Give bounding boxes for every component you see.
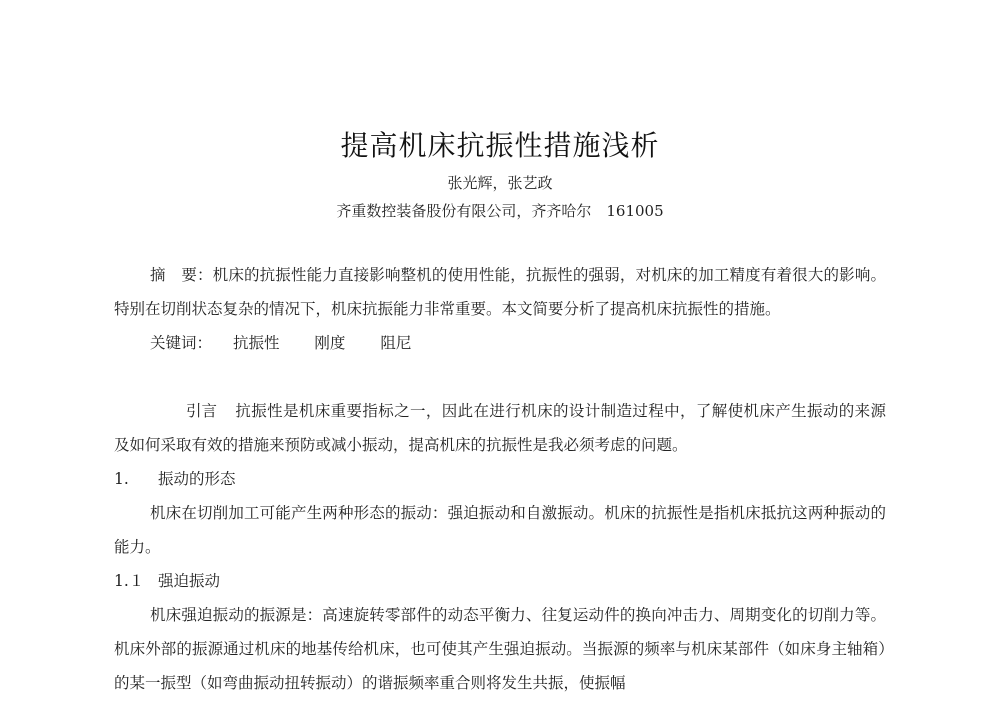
section-heading bbox=[114, 462, 886, 496]
subsection-title: 强迫振动 bbox=[158, 572, 221, 590]
intro-paragraph bbox=[114, 394, 886, 462]
paper-authors: 张光辉，张艺政 bbox=[447, 174, 553, 192]
paper-affiliation: 齐重数控装备股份有限公司，齐齐哈尔 161005 bbox=[336, 202, 664, 220]
blank-line bbox=[114, 360, 886, 394]
keywords-label: 关键词： bbox=[150, 334, 213, 352]
section-title: 振动的形态 bbox=[158, 470, 236, 488]
subsection-heading bbox=[114, 564, 886, 598]
keyword-item: 阻尼 bbox=[380, 334, 412, 352]
intro-text: 抗振性是机床重要指标之一，因此在进行机床的设计制造过程中，了解使机床产生振动的来源及如何采取有效的措施来预防或减小振动，提高机床的抗振性是我必须考虑的问题。 bbox=[114, 402, 886, 454]
subsection-number: 1.１ bbox=[114, 572, 145, 590]
abstract-paragraph: 摘 要：机床的抗振性能力直接影响整机的使用性能，抗振性的强弱，对机床的加工精度有着很大的影响。特别在切削状态复杂的情况下，机床抗振能力非常重要。本文简要分析了提高机床抗振性的措施。 bbox=[114, 266, 886, 318]
paper-body bbox=[114, 258, 886, 700]
subsection-paragraph: 机床强迫振动的振源是：高速旋转零部件的动态平衡力、往复运动件的换向冲击力、周期变化的切削力等。机床外部的振源通过机床的地基传给机床，也可使其产生强迫振动。当振源的频率与机床某部件（如床身主轴箱）的某一振型（如弯曲振动扭转振动）的谐振频率重合则将发生共振，使振幅 bbox=[114, 606, 886, 692]
keyword-item: 刚度 bbox=[314, 334, 346, 352]
keywords-line bbox=[114, 326, 886, 360]
section-paragraph: 机床在切削加工可能产生两种形态的振动：强迫振动和自激振动。机床的抗振性是指机床抵抗这两种振动的能力。 bbox=[114, 504, 886, 556]
section-number: 1. bbox=[114, 470, 129, 488]
paper-title: 提高机床抗振性措施浅析 bbox=[340, 129, 660, 162]
keyword-item: 抗振性 bbox=[232, 334, 280, 352]
intro-label: 引言 bbox=[186, 402, 218, 420]
